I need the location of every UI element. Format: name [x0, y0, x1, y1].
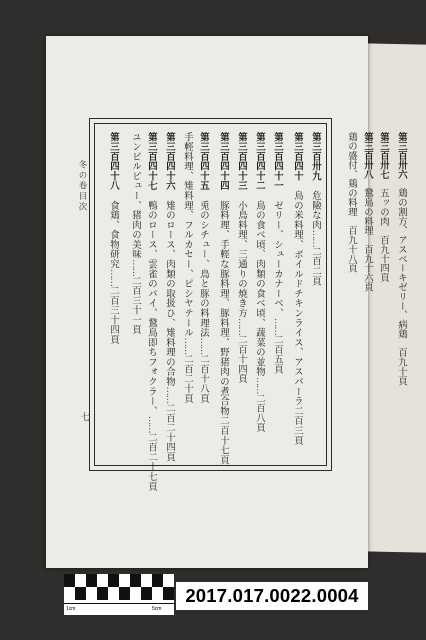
entry-number: 第三百四十一 — [272, 132, 283, 201]
entry-page: 二百五頁 — [272, 334, 283, 374]
scale-mark-left: 1cm — [66, 606, 76, 612]
checker-square — [97, 587, 108, 600]
entry-page: 二百三頁 — [292, 406, 303, 446]
entry-number: 第三百卅七 — [378, 132, 389, 189]
entry-page: 百九十四頁 — [378, 235, 389, 283]
checker-square — [130, 574, 141, 587]
toc-entry — [164, 132, 175, 462]
entry-number: 第三百四十四 — [218, 132, 229, 201]
entry-title: 手輕料理、雉料理、フルカセー、ピシヤテール — [182, 132, 193, 338]
entry-number: 第三百卅九 — [310, 132, 321, 191]
page-number: 七 — [79, 412, 89, 421]
entry-page: 二百二十四頁 — [164, 403, 175, 463]
entry-page: 二百二頁 — [310, 246, 321, 286]
entry-leader: …… — [130, 259, 141, 277]
entry-page: 二百三十四頁 — [108, 285, 119, 345]
entry-page: 二百二十七頁 — [146, 432, 157, 492]
entry-leader: …… — [236, 318, 247, 335]
entry-leader: …… — [182, 337, 193, 355]
checker-square — [119, 587, 130, 600]
toc-entry — [292, 132, 303, 445]
entry-title: 食鶏、食物研究 — [108, 200, 119, 270]
toc-entry — [310, 132, 321, 286]
entry-number: 第三百四十三 — [236, 132, 247, 201]
facing-toc-entry — [362, 132, 373, 292]
entry-number: 第三百卅六 — [396, 132, 407, 189]
collection-id-label: 2017.017.0022.0004 — [176, 582, 368, 610]
entry-title: 鳥の米料理、ボイルドチキンライス、アスパーラ — [292, 190, 303, 407]
entry-title: 鴨のロース、雲雀のパイ、鵞鳥即ちフォクラー、 — [146, 200, 157, 416]
entry-title: 雉のロース、肉類の取扱ひ、雉料理の合物 — [164, 200, 175, 387]
scale-ruler — [64, 603, 174, 615]
entry-title: 鶏の割方、アスペーキゼリー、病鶏 — [396, 188, 407, 348]
entry-leader: …… — [146, 415, 157, 433]
running-head: 冬の卷目次 — [77, 160, 87, 213]
checker-square — [163, 587, 174, 600]
toc-entry — [218, 132, 229, 465]
entry-leader: …… — [272, 318, 283, 335]
entry-title: 五ッの肉 — [378, 188, 389, 236]
entry-title: 鵞鳥の料理 — [362, 188, 373, 245]
entry-title: 豚料理、手輕な豚料理、豚料理、野猪肉の煮合物 — [218, 200, 229, 416]
entry-page: 百九十頁 — [396, 347, 407, 386]
entry-leader: …… — [198, 337, 209, 355]
entry-number: 第三百四十六 — [164, 132, 175, 201]
toc-entry — [108, 132, 119, 345]
toc-entry — [254, 132, 265, 433]
entry-title: 鳥の食べ頃、肉類の食べ頃、蔬菜の並物 — [254, 200, 265, 377]
entry-title: 小鳥料理、三通りの焼き方 — [236, 200, 247, 319]
entry-title: 鶏の盛付、鶏の料理 — [346, 132, 357, 226]
checker-square — [64, 574, 75, 587]
facing-toc-entry — [396, 132, 407, 386]
toc-entry — [182, 132, 193, 403]
checker-square — [75, 587, 86, 600]
toc-entry — [236, 132, 247, 384]
facing-toc-entry — [346, 132, 357, 273]
toc-entry — [130, 132, 141, 335]
facing-toc-entry — [378, 132, 389, 282]
entry-title: ゼリー、シューカナーベ、 — [272, 200, 283, 319]
entry-leader: …… — [108, 269, 119, 286]
toc-entry — [198, 132, 209, 403]
checker-square — [108, 574, 119, 587]
entry-number: 第三百四十 — [292, 132, 303, 191]
entry-page: 二百三十一頁 — [130, 276, 141, 335]
checker-square — [141, 587, 152, 600]
checker-square — [152, 574, 163, 587]
entry-title: ユンビルピュー、猪肉の美味 — [130, 132, 141, 260]
entry-page: 二百八頁 — [254, 393, 265, 433]
entry-leader: …… — [310, 229, 321, 247]
entry-page: 二百二十頁 — [182, 354, 193, 404]
entry-page: 百九十八頁 — [346, 225, 357, 273]
entry-number: 第三百四十七 — [146, 132, 157, 201]
entry-number: 第三百四十二 — [254, 132, 265, 201]
entry-number: 第三百四十五 — [198, 132, 209, 201]
entry-page: 百九十六頁 — [362, 244, 373, 292]
toc-entry — [146, 132, 157, 491]
entry-page: 二百十八頁 — [198, 354, 209, 404]
entry-number: 第三百四十八 — [108, 132, 119, 201]
entry-leader: …… — [164, 386, 175, 404]
toc-entry — [272, 132, 283, 374]
entry-leader: …… — [254, 376, 265, 394]
entry-page: 二百十七頁 — [218, 415, 229, 465]
entry-page: 二百十四頁 — [236, 334, 247, 384]
entry-title: 兎のシチュー、鳥と豚の料理法 — [198, 200, 209, 338]
entry-number: 第三百卅八 — [362, 132, 373, 189]
scale-mark-right: 5cm — [152, 606, 162, 612]
entry-title: 危險な肉 — [310, 190, 321, 230]
checker-square — [86, 574, 97, 587]
